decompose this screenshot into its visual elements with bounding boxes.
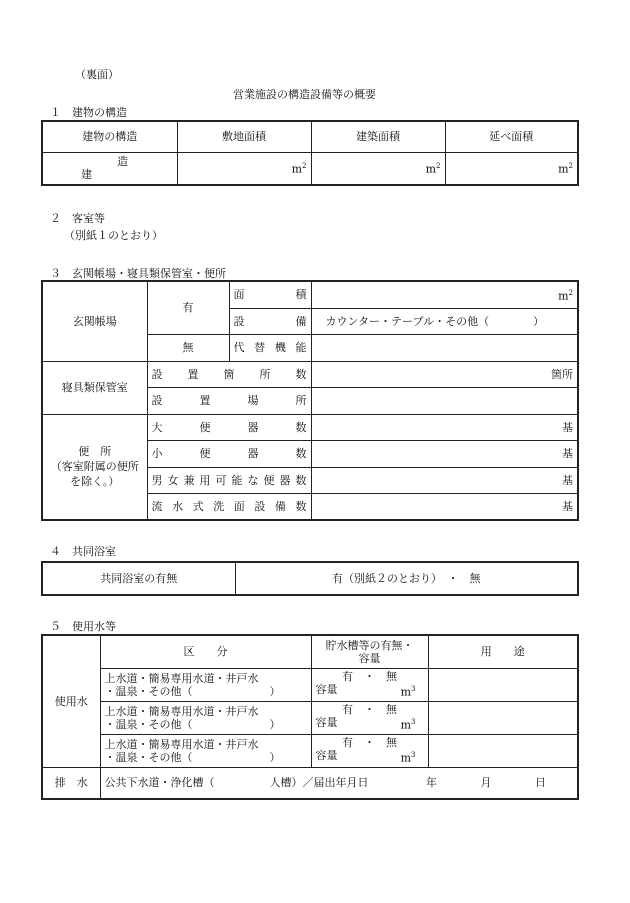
toilet-row-value[interactable]: 基 — [311, 440, 578, 467]
section4-heading: ４ 共同浴室 — [50, 545, 116, 558]
section5-heading: ５ 使用水等 — [50, 620, 116, 633]
toilet-row-value[interactable]: 基 — [311, 467, 578, 493]
facility-value[interactable]: カウンター・テーブル・その他（ ） — [311, 308, 578, 334]
site-area-cell[interactable]: $m^2$ — [177, 152, 311, 185]
section3-heading: ３ 玄関帳場・寝具類保管室・便所 — [50, 267, 226, 280]
area-value[interactable]: $m^2$ — [311, 281, 578, 308]
install-count-label: 設置箇所数 — [147, 361, 311, 387]
toilet-row-label: 小便器数 — [147, 440, 311, 467]
toilet-row-label: 大便器数 — [147, 414, 311, 440]
col-site-area: 敷地面積 — [177, 121, 311, 152]
col-tank: 貯水槽等の有無・ 容量 — [311, 635, 428, 668]
section1-heading: １ 建物の構造 — [50, 106, 127, 119]
front-desk-no: 無 — [147, 334, 229, 361]
drain-label: 排 水 — [42, 767, 100, 799]
alt-function-value[interactable] — [311, 334, 578, 361]
water-table — [41, 634, 579, 800]
toilet-row-value[interactable]: 基 — [311, 414, 578, 440]
front-desk-yes: 有 — [147, 281, 229, 334]
toilet-row-value[interactable]: 基 — [311, 493, 578, 520]
side-label: （裏面） — [75, 68, 119, 81]
col-total-floor-area: 延べ面積 — [445, 121, 578, 152]
col-structure: 建物の構造 — [42, 121, 177, 152]
alt-function-label: 代替機能 — [229, 334, 311, 361]
install-place-label: 設置場所 — [147, 387, 311, 414]
section2-note: （別紙１のとおり） — [64, 229, 163, 242]
install-count-value[interactable]: 箇所 — [311, 361, 578, 387]
section2-heading: ２ 客室等 — [50, 212, 105, 225]
install-place-value[interactable] — [311, 387, 578, 414]
shared-bath-label: 共同浴室の有無 — [42, 562, 235, 595]
water-source-cell[interactable]: 上水道・簡易専用水道・井戸水 ・温泉・その他（ ） — [100, 734, 311, 767]
toilet-row-label: 流水式洗面設備数 — [147, 493, 311, 520]
facilities-table — [41, 280, 579, 521]
bedding-room-label: 寝具類保管室 — [42, 361, 147, 414]
front-desk-label: 玄関帳場 — [42, 281, 147, 361]
use-cell[interactable] — [428, 668, 578, 701]
building-table — [41, 120, 579, 186]
water-source-cell[interactable]: 上水道・簡易専用水道・井戸水 ・温泉・その他（ ） — [100, 701, 311, 734]
toilet-label: 便 所 （客室附属の便所 を除く。） — [42, 414, 147, 520]
tank-cell[interactable]: 有 ・ 無 容量 $m^3$ — [311, 668, 428, 701]
facility-label: 設 備 — [229, 308, 311, 334]
water-label: 使用水 — [42, 635, 100, 767]
col-class: 区 分 — [100, 635, 311, 668]
tank-cell[interactable]: 有 ・ 無 容量 $m^3$ — [311, 734, 428, 767]
tank-cell[interactable]: 有 ・ 無 容量 $m^3$ — [311, 701, 428, 734]
col-use: 用 途 — [428, 635, 578, 668]
total-floor-area-cell[interactable]: $m^2$ — [445, 152, 578, 185]
page-title: 営業施設の構造設備等の概要 — [233, 88, 376, 101]
building-area-cell[interactable]: $m^2$ — [311, 152, 445, 185]
bath-table — [41, 561, 579, 596]
area-label: 面 積 — [229, 281, 311, 308]
col-building-area: 建築面積 — [311, 121, 445, 152]
water-source-cell[interactable]: 上水道・簡易専用水道・井戸水 ・温泉・その他（ ） — [100, 668, 311, 701]
drain-value[interactable]: 公共下水道・浄化槽（ 人槽）／届出年月日 年 月 日 — [100, 767, 578, 799]
toilet-row-label: 男女兼用可能な便器数 — [147, 467, 311, 493]
use-cell[interactable] — [428, 701, 578, 734]
use-cell[interactable] — [428, 734, 578, 767]
shared-bath-value[interactable]: 有（別紙２のとおり） ・ 無 — [235, 562, 578, 595]
structure-cell[interactable]: 造 建 — [42, 152, 177, 185]
